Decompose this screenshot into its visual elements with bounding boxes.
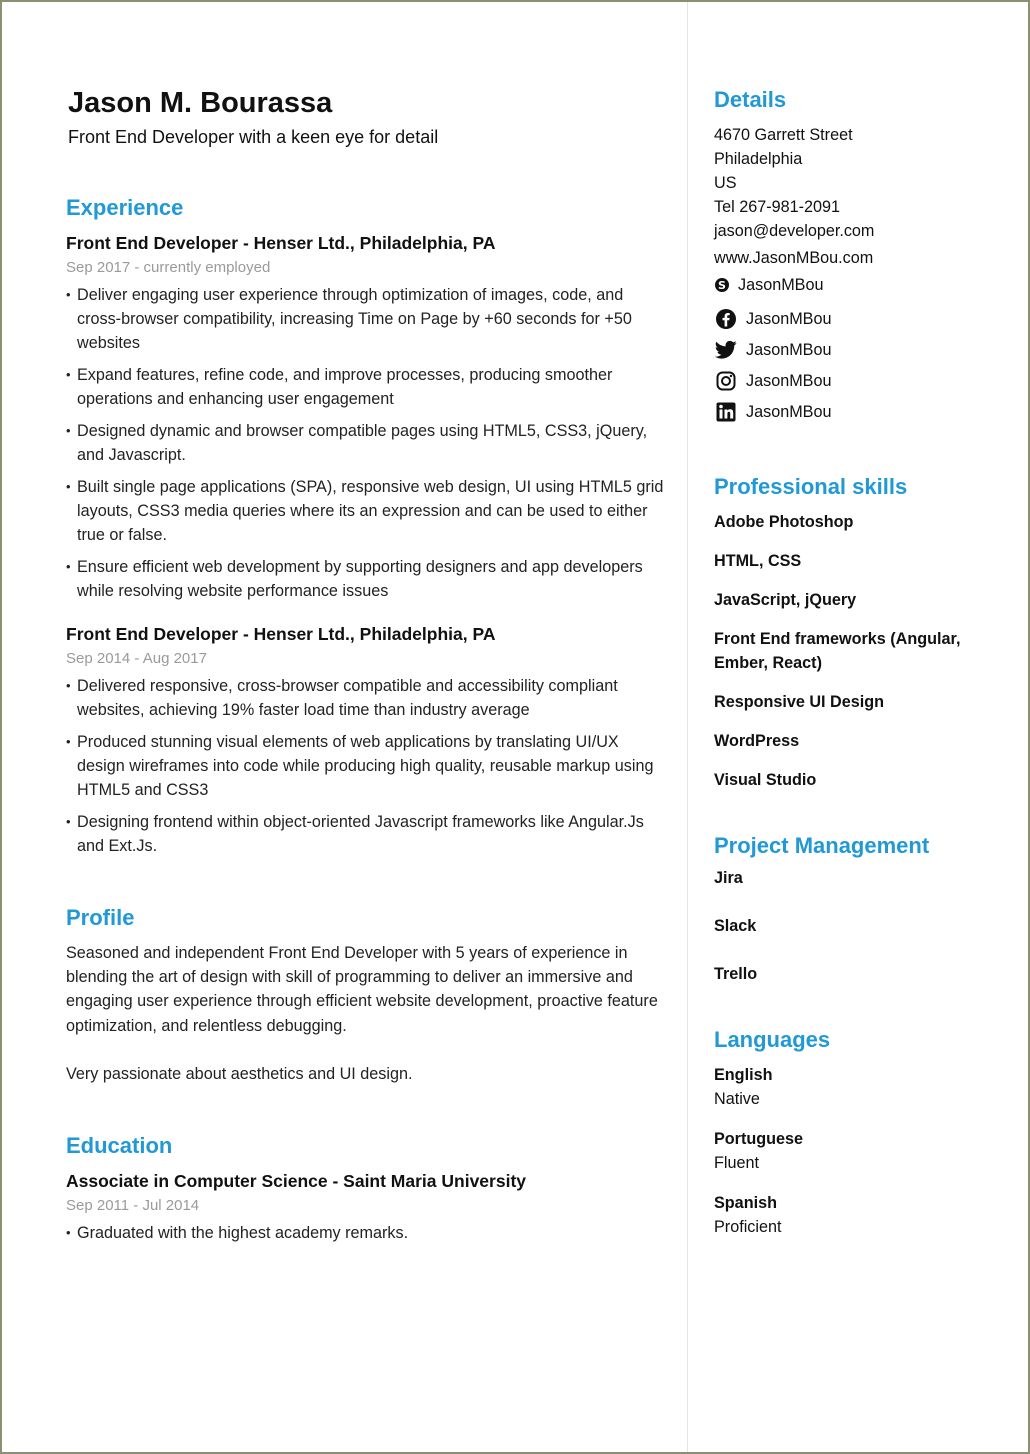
linkedin-link[interactable]: [714, 400, 1014, 424]
main-column: [66, 86, 666, 1253]
education-date: Sep 2011 - Jul 2014: [66, 1197, 200, 1215]
candidate-name: Jason M. Bourassa: [68, 87, 333, 119]
candidate-tagline: Front End Developer with a keen eye for detail: [68, 127, 439, 147]
profile-heading: Profile: [66, 905, 135, 930]
details-section: [714, 86, 1014, 424]
list-item: WordPress: [714, 732, 800, 750]
profile-note: Very passionate about aesthetics and UI design.: [66, 1064, 413, 1083]
list-item: Front End frameworks (Angular, Ember, React): [714, 630, 961, 672]
twitter-handle: JasonMBou: [746, 340, 832, 359]
job-title: Front End Developer - Henser Ltd., Philadelphia, PA: [66, 624, 496, 644]
experience-heading: Experience: [66, 195, 184, 220]
skype-link[interactable]: [714, 273, 1014, 297]
list-item: • Delivered responsive, cross-browser compatible and accessibility compliant websites, achieving 19% faster load time than industry average: [66, 674, 666, 722]
instagram-link[interactable]: [714, 369, 1014, 393]
skills-heading: Professional skills: [714, 474, 908, 499]
language-entry: [714, 1191, 1014, 1239]
job-date: Sep 2017 - currently employed: [66, 259, 271, 276]
skills-section: [714, 473, 1014, 792]
language-entry: [714, 1063, 1014, 1111]
website-link[interactable]: www.JasonMBou.com: [714, 249, 874, 267]
languages-section: [714, 1026, 1014, 1239]
list-item: HTML, CSS: [714, 552, 802, 570]
twitter-link[interactable]: [714, 338, 1014, 362]
svg-text:S: S: [718, 279, 726, 292]
facebook-link[interactable]: [714, 307, 1014, 331]
profile-summary: Seasoned and independent Front End Developer with 5 years of experience in blending the art of design with skill of programming to deliver an immersive and engaging user experience through efficient website development, proactive feature optimization, and relentless debugging.: [66, 944, 658, 1035]
list-item: • Ensure efficient web development by supporting designers and app developers while resolving website performance issues: [66, 555, 666, 603]
list-item: Responsive UI Design: [714, 693, 885, 711]
project-management-heading: Project Management: [714, 833, 930, 858]
linkedin-handle: JasonMBou: [746, 402, 832, 421]
job-bullets: [66, 674, 666, 858]
language-name: Portuguese: [714, 1130, 804, 1148]
column-divider: [687, 2, 688, 1452]
list-item: Slack: [714, 917, 757, 935]
list-item: • Produced stunning visual elements of web applications by translating UI/UX design wireframes into code while producing high quality, reusable markup using HTML5 and CSS3: [66, 730, 666, 802]
list-item: • Graduated with the highest academy remarks.: [66, 1221, 666, 1245]
instagram-icon: [714, 369, 738, 393]
list-item: Trello: [714, 965, 758, 983]
project-management-section: [714, 832, 1014, 986]
list-item: Visual Studio: [714, 771, 817, 789]
details-heading: Details: [714, 87, 787, 112]
degree-title: Associate in Computer Science - Saint Maria University: [66, 1171, 527, 1192]
job-bullets: [66, 283, 666, 603]
list-item: • Designing frontend within object-oriented Javascript frameworks like Angular.Js and Ext.Js.: [66, 810, 666, 858]
education-heading: Education: [66, 1133, 173, 1159]
linkedin-icon: [714, 400, 738, 424]
skype-handle: JasonMBou: [738, 275, 824, 294]
job-entry: [66, 622, 666, 858]
list-item: • Deliver engaging user experience through optimization of images, code, and cross-browser compatibility, increasing Time on Page by +60 seconds for +50 websites: [66, 283, 666, 355]
job-entry: [66, 231, 666, 603]
education-bullets: [66, 1221, 666, 1245]
language-level: Fluent: [714, 1154, 759, 1172]
list-item: Jira: [714, 869, 743, 887]
list-item: • Designed dynamic and browser compatible pages using HTML5, CSS3, jQuery, and Javascript.: [66, 419, 666, 467]
facebook-icon: [714, 307, 738, 331]
address-city: Philadelphia: [714, 150, 803, 168]
profile-section: [66, 904, 666, 1086]
skype-icon: [714, 277, 730, 293]
sidebar-column: [714, 86, 1014, 1239]
phone-number: Tel 267-981-2091: [714, 198, 840, 216]
instagram-handle: JasonMBou: [746, 371, 832, 390]
address-country: US: [714, 174, 737, 192]
language-name: English: [714, 1066, 773, 1084]
education-section: [66, 1132, 666, 1245]
experience-section: [66, 194, 666, 858]
address-street: 4670 Garrett Street: [714, 126, 853, 144]
email-link[interactable]: jason@developer.com: [714, 222, 875, 240]
twitter-icon: [714, 338, 738, 362]
language-name: Spanish: [714, 1194, 777, 1212]
list-item: • Built single page applications (SPA), responsive web design, UI using HTML5 grid layouts, CSS3 media queries where its an expression and can be used to either true or false.: [66, 475, 666, 547]
list-item: Adobe Photoshop: [714, 513, 854, 531]
facebook-handle: JasonMBou: [746, 309, 832, 328]
languages-heading: Languages: [714, 1027, 831, 1052]
job-title: Front End Developer - Henser Ltd., Philadelphia, PA: [66, 233, 496, 253]
list-item: JavaScript, jQuery: [714, 591, 857, 609]
job-date: Sep 2014 - Aug 2017: [66, 650, 207, 667]
list-item: • Expand features, refine code, and improve processes, producing smoother operations and enhancing user engagement: [66, 363, 666, 411]
language-entry: [714, 1127, 1014, 1175]
language-level: Native: [714, 1090, 760, 1108]
language-level: Proficient: [714, 1218, 782, 1236]
